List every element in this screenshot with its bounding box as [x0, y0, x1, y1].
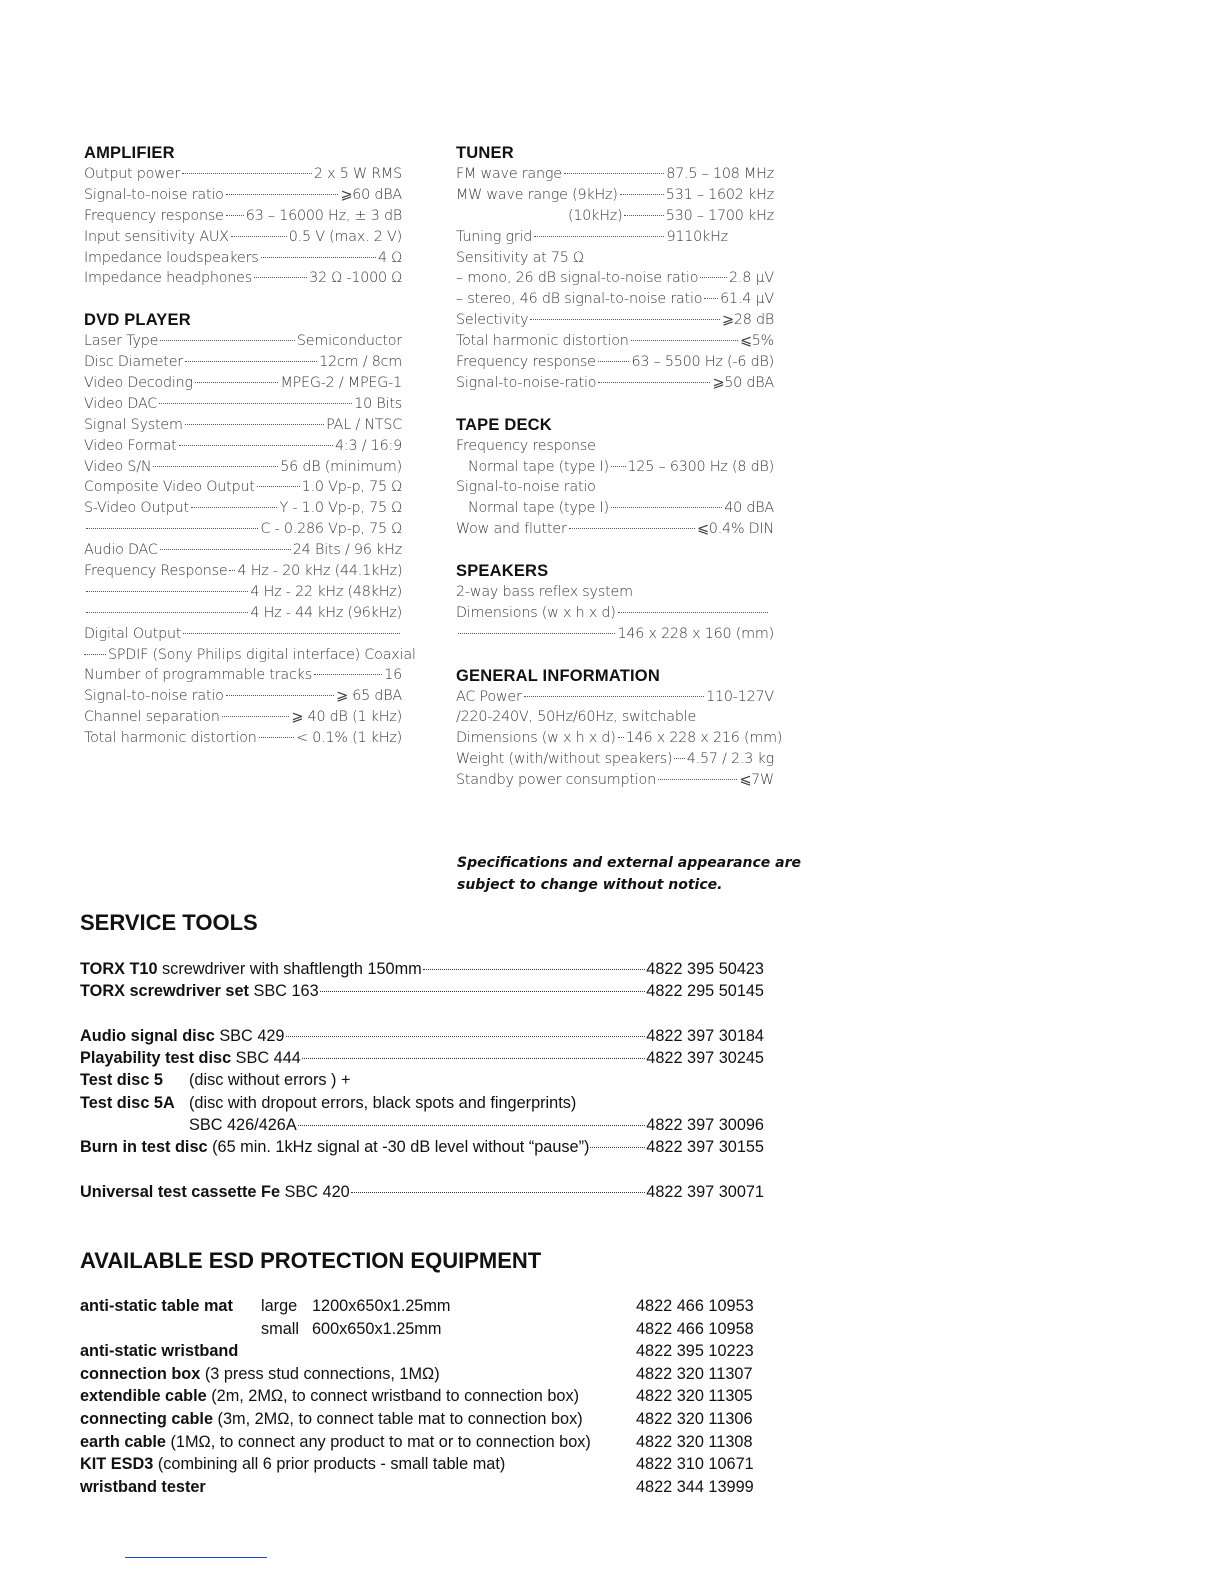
amplifier-list — [84, 164, 402, 289]
esd-row: connection box (3 press stud connections, 1MΩ) 4822 320 11307 — [80, 1364, 753, 1383]
footer-rule — [125, 1557, 267, 1558]
spec-row: Wow and flutter ⩽0.4% DIN — [456, 521, 774, 538]
spec-row: Output power 2 x 5 W RMS — [84, 166, 402, 182]
specification-note: Specifications and external appearance are subject to change without notice. — [457, 855, 802, 893]
spec-row: Standby power consumption ⩽7W — [456, 772, 774, 789]
right-spec-column — [456, 143, 783, 791]
spec-row: Video DAC 10 Bits — [84, 395, 402, 412]
tape-snr-label: Signal-to-noise ratio — [456, 479, 596, 496]
spec-row: 4 Hz - 44 kHz (96kHz) — [84, 603, 402, 624]
spec-row: Total harmonic distortion ⩽5% — [456, 333, 774, 350]
tool-row: Test disc 5 (disc without errors ) + — [80, 1071, 351, 1090]
esd-row: connecting cable (3m, 2MΩ, to connect table mat to connection box) 4822 320 11306 — [80, 1409, 753, 1428]
spec-row: (10kHz) 530 – 1700 kHz — [568, 207, 774, 224]
service-tools-heading: SERVICE TOOLS — [80, 910, 258, 935]
spec-row: AC Power 110-127V — [456, 688, 774, 705]
spec-row: SPDIF (Sony Philips digital interface) Coaxial — [84, 645, 402, 666]
tuner-heading: TUNER — [456, 144, 514, 162]
esd-heading: AVAILABLE ESD PROTECTION EQUIPMENT — [80, 1248, 542, 1273]
tool-row: Universal test cassette Fe SBC 420 4822 397 30071 — [80, 1182, 764, 1201]
spec-row: Video Decoding MPEG-2 / MPEG-1 — [84, 375, 402, 392]
spec-row: Video Format 4:3 / 16:9 — [84, 437, 402, 454]
spec-row: Composite Video Output 1.0 Vp-p, 75 Ω — [84, 479, 402, 496]
spec-row: MW wave range (9kHz) 531 – 1602 kHz — [456, 186, 774, 203]
spec-row: Laser Type Semiconductor — [84, 333, 402, 350]
spec-row: Dimensions (w x h x d) 146 x 228 x 216 (mm) — [456, 730, 783, 747]
left-spec-column — [84, 143, 416, 749]
spec-row: – mono, 26 dB signal-to-noise ratio 2.8 μV — [456, 270, 774, 287]
spec-row: Signal-to-noise ratio ⩾60 dBA — [84, 186, 402, 203]
tool-row: TORX T10 screwdriver with shaftlength 150mm 4822 395 50423 — [80, 960, 764, 978]
esd-row: KIT ESD3 (combining all 6 prior products - small table mat) 4822 310 10671 — [80, 1455, 754, 1474]
spec-row: Input sensitivity AUX 0.5 V (max. 2 V) — [84, 228, 402, 245]
esd-row: small 600x650x1.25mm 4822 466 10958 — [261, 1319, 754, 1338]
spec-row: C - 0.286 Vp-p, 75 Ω — [84, 519, 402, 540]
spec-row: Normal tape (type I) 125 – 6300 Hz (8 dB) — [468, 458, 774, 475]
dvd-list — [84, 331, 416, 749]
spec-row: Impedance headphones 32 Ω -1000 Ω — [84, 270, 402, 287]
esd-row: anti-static wristband 4822 395 10223 — [80, 1342, 754, 1361]
spec-row: Weight (with/without speakers) 4.57 / 2.3 kg — [456, 751, 774, 768]
tool-row: SBC 426/426A 4822 397 30096 — [189, 1116, 764, 1135]
tool-row: Playability test disc SBC 444 4822 397 30245 — [80, 1049, 764, 1068]
spec-row: – stereo, 46 dB signal-to-noise ratio 61.4 μV — [456, 291, 774, 308]
spec-row: Number of programmable tracks 16 — [84, 667, 402, 684]
spec-row: Frequency response 63 – 16000 Hz, ± 3 dB — [84, 207, 402, 224]
spec-row: FM wave range 87.5 – 108 MHz — [456, 166, 774, 182]
spec-row: Tuning grid 9110kHz — [456, 228, 728, 245]
esd-row: anti-static table mat large 1200x650x1.25mm 4822 466 10953 — [80, 1297, 754, 1315]
general-info-heading: GENERAL INFORMATION — [456, 666, 660, 685]
ac-power-detail: /220-240V, 50Hz/60Hz, switchable — [456, 709, 697, 726]
spec-row: Dimensions (w x h x d) — [456, 603, 770, 624]
spec-row: 4 Hz - 22 kHz (48kHz) — [84, 582, 402, 603]
spec-row: Normal tape (type I) 40 dBA — [468, 500, 774, 517]
spec-row: Signal-to-noise ratio ⩾ 65 dBA — [84, 688, 402, 705]
spec-row: Disc Diameter 12cm / 8cm — [84, 354, 402, 371]
speakers-heading: SPEAKERS — [456, 562, 549, 581]
spec-row: Channel separation ⩾ 40 dB (1 kHz) — [84, 709, 402, 726]
spec-row: Audio DAC 24 Bits / 96 kHz — [84, 542, 402, 559]
service-tools-list — [80, 958, 764, 1203]
esd-list — [80, 1295, 770, 1498]
tape-deck-heading: TAPE DECK — [456, 415, 552, 434]
spec-row: S-Video Output Y - 1.0 Vp-p, 75 Ω — [84, 500, 402, 517]
dvd-player-heading: DVD PLAYER — [84, 311, 191, 330]
amplifier-heading: AMPLIFIER — [84, 144, 175, 162]
spec-row: Selectivity ⩾28 dB — [456, 312, 774, 329]
tool-row: Test disc 5A (disc with dropout errors, black spots and fingerprints) — [80, 1093, 577, 1112]
tool-row: Burn in test disc (65 min. 1kHz signal at -30 dB level without “pause”) 4822 397 30155 — [80, 1138, 764, 1157]
spec-row: Impedance loudspeakers 4 Ω — [84, 249, 402, 266]
spec-row: Signal System PAL / NTSC — [84, 416, 402, 433]
esd-row: wristband tester 4822 344 13999 — [80, 1477, 754, 1496]
tape-freq-label: Frequency response — [456, 437, 596, 454]
spec-row: Video S/N 56 dB (minimum) — [84, 458, 402, 475]
spec-row: 146 x 228 x 160 (mm) — [456, 624, 774, 645]
spec-row: Frequency Response 4 Hz - 20 kHz (44.1kHz) — [84, 563, 403, 580]
esd-row: earth cable (1MΩ, to connect any product to mat or to connection box) 4822 320 11308 — [80, 1432, 753, 1451]
speaker-type: 2-way bass reflex system — [456, 584, 633, 601]
spec-row: Digital Output — [84, 624, 402, 645]
tool-row: Audio signal disc SBC 429 4822 397 30184 — [80, 1026, 764, 1045]
tool-row: TORX screwdriver set SBC 163 4822 295 50145 — [80, 982, 764, 1001]
esd-row: extendible cable (2m, 2MΩ, to connect wristband to connection box) 4822 320 11305 — [80, 1387, 753, 1406]
spec-row: Signal-to-noise-ratio ⩾50 dBA — [456, 374, 774, 391]
spec-row: Total harmonic distortion < 0.1% (1 kHz) — [84, 730, 402, 747]
sensitivity-label: Sensitivity at 75 Ω — [456, 249, 584, 266]
spec-row: Frequency response 63 – 5500 Hz (-6 dB) — [456, 354, 774, 371]
